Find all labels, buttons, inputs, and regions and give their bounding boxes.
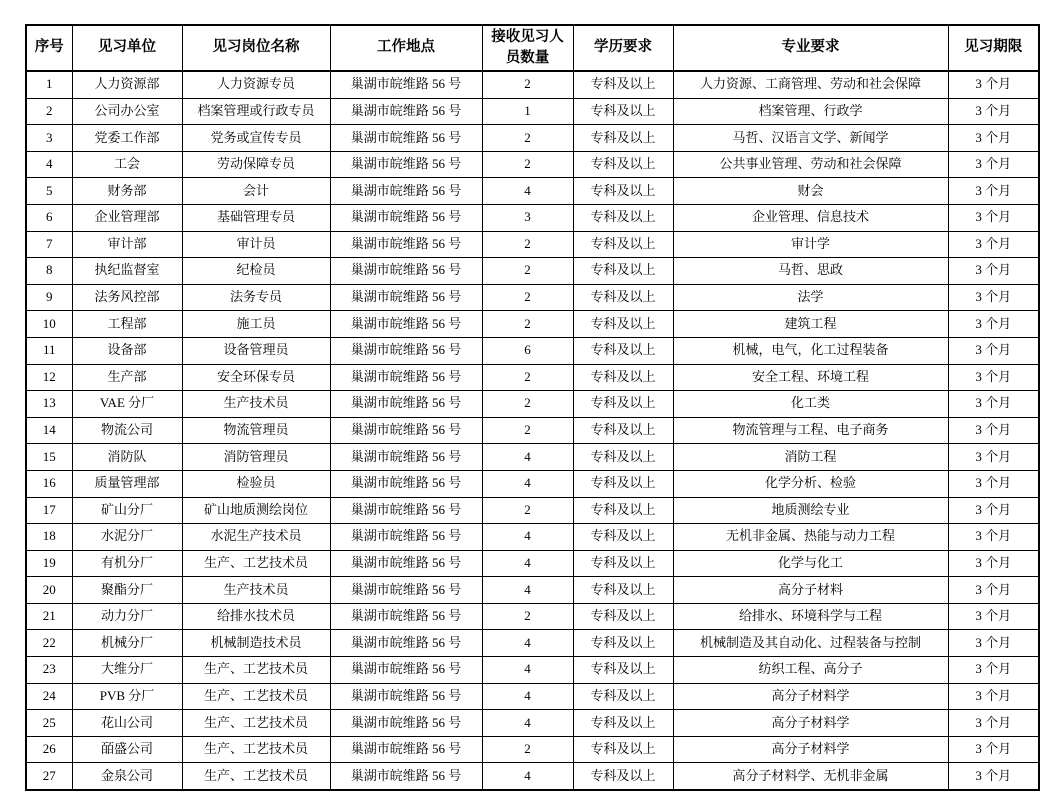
cell-unit: 机械分厂 xyxy=(72,630,182,657)
cell-unit: 人力资源部 xyxy=(72,71,182,98)
cell-duration: 3 个月 xyxy=(948,98,1039,125)
cell-unit: 金泉公司 xyxy=(72,763,182,790)
cell-unit: VAE 分厂 xyxy=(72,391,182,418)
cell-education: 专科及以上 xyxy=(573,657,673,684)
cell-location: 巢湖市皖维路 56 号 xyxy=(330,524,482,551)
cell-headcount: 4 xyxy=(482,178,573,205)
cell-education: 专科及以上 xyxy=(573,98,673,125)
table-row xyxy=(26,497,1039,524)
cell-education: 专科及以上 xyxy=(573,178,673,205)
column-header-unit: 见习单位 xyxy=(72,25,182,71)
cell-headcount: 4 xyxy=(482,444,573,471)
table-row xyxy=(26,98,1039,125)
column-header-education: 学历要求 xyxy=(573,25,673,71)
table-row xyxy=(26,630,1039,657)
cell-education: 专科及以上 xyxy=(573,337,673,364)
cell-position: 劳动保障专员 xyxy=(182,151,330,178)
cell-education: 专科及以上 xyxy=(573,497,673,524)
table-row xyxy=(26,470,1039,497)
cell-duration: 3 个月 xyxy=(948,258,1039,285)
cell-index: 14 xyxy=(26,417,72,444)
cell-position: 机械制造技术员 xyxy=(182,630,330,657)
cell-headcount: 2 xyxy=(482,151,573,178)
cell-index: 20 xyxy=(26,577,72,604)
table-row xyxy=(26,763,1039,790)
cell-major: 消防工程 xyxy=(673,444,948,471)
cell-education: 专科及以上 xyxy=(573,630,673,657)
cell-index: 22 xyxy=(26,630,72,657)
cell-major: 物流管理与工程、电子商务 xyxy=(673,417,948,444)
table-row xyxy=(26,657,1039,684)
cell-education: 专科及以上 xyxy=(573,550,673,577)
cell-duration: 3 个月 xyxy=(948,550,1039,577)
cell-education: 专科及以上 xyxy=(573,577,673,604)
cell-headcount: 2 xyxy=(482,736,573,763)
cell-index: 19 xyxy=(26,550,72,577)
cell-position: 安全环保专员 xyxy=(182,364,330,391)
cell-headcount: 4 xyxy=(482,657,573,684)
cell-unit: 财务部 xyxy=(72,178,182,205)
table-row xyxy=(26,311,1039,338)
cell-unit: 质量管理部 xyxy=(72,470,182,497)
cell-major: 高分子材料学、无机非金属 xyxy=(673,763,948,790)
cell-unit: 皕盛公司 xyxy=(72,736,182,763)
cell-major: 安全工程、环境工程 xyxy=(673,364,948,391)
cell-major: 财会 xyxy=(673,178,948,205)
cell-index: 26 xyxy=(26,736,72,763)
cell-headcount: 2 xyxy=(482,311,573,338)
column-header-position: 见习岗位名称 xyxy=(182,25,330,71)
cell-index: 23 xyxy=(26,657,72,684)
cell-position: 给排水技术员 xyxy=(182,603,330,630)
cell-headcount: 4 xyxy=(482,710,573,737)
cell-duration: 3 个月 xyxy=(948,683,1039,710)
cell-major: 给排水、环境科学与工程 xyxy=(673,603,948,630)
cell-position: 设备管理员 xyxy=(182,337,330,364)
cell-location: 巢湖市皖维路 56 号 xyxy=(330,710,482,737)
cell-education: 专科及以上 xyxy=(573,258,673,285)
cell-headcount: 2 xyxy=(482,391,573,418)
cell-major: 高分子材料学 xyxy=(673,710,948,737)
cell-index: 17 xyxy=(26,497,72,524)
table-row xyxy=(26,125,1039,152)
cell-headcount: 2 xyxy=(482,125,573,152)
table-row xyxy=(26,284,1039,311)
cell-unit: 工会 xyxy=(72,151,182,178)
cell-major: 档案管理、行政学 xyxy=(673,98,948,125)
cell-unit: 生产部 xyxy=(72,364,182,391)
cell-major: 化学与化工 xyxy=(673,550,948,577)
cell-unit: 党委工作部 xyxy=(72,125,182,152)
cell-major: 审计学 xyxy=(673,231,948,258)
cell-unit: 工程部 xyxy=(72,311,182,338)
cell-education: 专科及以上 xyxy=(573,444,673,471)
cell-duration: 3 个月 xyxy=(948,444,1039,471)
cell-index: 5 xyxy=(26,178,72,205)
cell-location: 巢湖市皖维路 56 号 xyxy=(330,603,482,630)
cell-headcount: 3 xyxy=(482,204,573,231)
cell-location: 巢湖市皖维路 56 号 xyxy=(330,71,482,98)
cell-duration: 3 个月 xyxy=(948,337,1039,364)
cell-duration: 3 个月 xyxy=(948,391,1039,418)
cell-duration: 3 个月 xyxy=(948,311,1039,338)
table-row xyxy=(26,683,1039,710)
cell-index: 2 xyxy=(26,98,72,125)
cell-major: 机械制造及其自动化、过程装备与控制 xyxy=(673,630,948,657)
cell-index: 18 xyxy=(26,524,72,551)
cell-major: 马哲、思政 xyxy=(673,258,948,285)
cell-index: 6 xyxy=(26,204,72,231)
cell-education: 专科及以上 xyxy=(573,125,673,152)
cell-major: 地质测绘专业 xyxy=(673,497,948,524)
cell-location: 巢湖市皖维路 56 号 xyxy=(330,630,482,657)
cell-major: 企业管理、信息技术 xyxy=(673,204,948,231)
cell-duration: 3 个月 xyxy=(948,577,1039,604)
cell-position: 生产、工艺技术员 xyxy=(182,736,330,763)
cell-index: 7 xyxy=(26,231,72,258)
cell-duration: 3 个月 xyxy=(948,231,1039,258)
table-row xyxy=(26,577,1039,604)
header-row xyxy=(26,25,1039,71)
cell-location: 巢湖市皖维路 56 号 xyxy=(330,151,482,178)
cell-education: 专科及以上 xyxy=(573,710,673,737)
cell-duration: 3 个月 xyxy=(948,763,1039,790)
cell-position: 生产、工艺技术员 xyxy=(182,710,330,737)
cell-education: 专科及以上 xyxy=(573,683,673,710)
cell-position: 物流管理员 xyxy=(182,417,330,444)
cell-duration: 3 个月 xyxy=(948,417,1039,444)
table-row xyxy=(26,364,1039,391)
cell-education: 专科及以上 xyxy=(573,524,673,551)
cell-position: 会计 xyxy=(182,178,330,205)
cell-unit: 大维分厂 xyxy=(72,657,182,684)
cell-unit: 矿山分厂 xyxy=(72,497,182,524)
cell-location: 巢湖市皖维路 56 号 xyxy=(330,98,482,125)
cell-education: 专科及以上 xyxy=(573,204,673,231)
cell-headcount: 2 xyxy=(482,284,573,311)
cell-education: 专科及以上 xyxy=(573,417,673,444)
table-row xyxy=(26,524,1039,551)
cell-position: 消防管理员 xyxy=(182,444,330,471)
cell-duration: 3 个月 xyxy=(948,657,1039,684)
cell-unit: 聚酯分厂 xyxy=(72,577,182,604)
cell-unit: 审计部 xyxy=(72,231,182,258)
cell-duration: 3 个月 xyxy=(948,178,1039,205)
cell-major: 化学分析、检验 xyxy=(673,470,948,497)
cell-index: 13 xyxy=(26,391,72,418)
cell-unit: 企业管理部 xyxy=(72,204,182,231)
cell-major: 无机非金属、热能与动力工程 xyxy=(673,524,948,551)
cell-headcount: 4 xyxy=(482,470,573,497)
cell-unit: 消防队 xyxy=(72,444,182,471)
table-row xyxy=(26,417,1039,444)
cell-location: 巢湖市皖维路 56 号 xyxy=(330,683,482,710)
cell-unit: 设备部 xyxy=(72,337,182,364)
cell-position: 生产技术员 xyxy=(182,391,330,418)
cell-location: 巢湖市皖维路 56 号 xyxy=(330,391,482,418)
cell-headcount: 4 xyxy=(482,550,573,577)
cell-position: 施工员 xyxy=(182,311,330,338)
cell-duration: 3 个月 xyxy=(948,204,1039,231)
cell-major: 马哲、汉语言文学、新闻学 xyxy=(673,125,948,152)
column-header-headcount: 接收见习人员数量 xyxy=(482,25,573,71)
cell-education: 专科及以上 xyxy=(573,311,673,338)
cell-headcount: 1 xyxy=(482,98,573,125)
cell-education: 专科及以上 xyxy=(573,151,673,178)
cell-headcount: 2 xyxy=(482,231,573,258)
cell-location: 巢湖市皖维路 56 号 xyxy=(330,763,482,790)
cell-index: 24 xyxy=(26,683,72,710)
cell-index: 10 xyxy=(26,311,72,338)
cell-duration: 3 个月 xyxy=(948,736,1039,763)
cell-duration: 3 个月 xyxy=(948,151,1039,178)
cell-unit: 花山公司 xyxy=(72,710,182,737)
cell-major: 公共事业管理、劳动和社会保障 xyxy=(673,151,948,178)
cell-unit: 有机分厂 xyxy=(72,550,182,577)
cell-location: 巢湖市皖维路 56 号 xyxy=(330,417,482,444)
cell-index: 1 xyxy=(26,71,72,98)
cell-index: 3 xyxy=(26,125,72,152)
cell-education: 专科及以上 xyxy=(573,763,673,790)
cell-unit: 水泥分厂 xyxy=(72,524,182,551)
internship-positions-table xyxy=(25,24,1040,791)
cell-position: 生产、工艺技术员 xyxy=(182,683,330,710)
cell-position: 法务专员 xyxy=(182,284,330,311)
table-row xyxy=(26,710,1039,737)
cell-duration: 3 个月 xyxy=(948,284,1039,311)
cell-duration: 3 个月 xyxy=(948,524,1039,551)
table-row xyxy=(26,178,1039,205)
cell-position: 生产、工艺技术员 xyxy=(182,763,330,790)
cell-position: 检验员 xyxy=(182,470,330,497)
cell-major: 机械，电气，化工过程装备 xyxy=(673,337,948,364)
table-row xyxy=(26,603,1039,630)
table-row xyxy=(26,391,1039,418)
cell-unit: 执纪监督室 xyxy=(72,258,182,285)
cell-education: 专科及以上 xyxy=(573,284,673,311)
cell-position: 党务或宣传专员 xyxy=(182,125,330,152)
cell-position: 基础管理专员 xyxy=(182,204,330,231)
cell-location: 巢湖市皖维路 56 号 xyxy=(330,444,482,471)
cell-major: 高分子材料 xyxy=(673,577,948,604)
column-header-location: 工作地点 xyxy=(330,25,482,71)
cell-position: 矿山地质测绘岗位 xyxy=(182,497,330,524)
cell-unit: 物流公司 xyxy=(72,417,182,444)
cell-location: 巢湖市皖维路 56 号 xyxy=(330,364,482,391)
cell-index: 8 xyxy=(26,258,72,285)
cell-index: 27 xyxy=(26,763,72,790)
cell-unit: 动力分厂 xyxy=(72,603,182,630)
cell-major: 高分子材料学 xyxy=(673,683,948,710)
cell-duration: 3 个月 xyxy=(948,71,1039,98)
cell-major: 人力资源、工商管理、劳动和社会保障 xyxy=(673,71,948,98)
cell-headcount: 4 xyxy=(482,763,573,790)
column-header-duration: 见习期限 xyxy=(948,25,1039,71)
cell-education: 专科及以上 xyxy=(573,71,673,98)
cell-duration: 3 个月 xyxy=(948,603,1039,630)
cell-headcount: 4 xyxy=(482,524,573,551)
cell-index: 15 xyxy=(26,444,72,471)
cell-duration: 3 个月 xyxy=(948,497,1039,524)
cell-position: 审计员 xyxy=(182,231,330,258)
cell-index: 4 xyxy=(26,151,72,178)
table-row xyxy=(26,258,1039,285)
table-body xyxy=(26,71,1039,790)
cell-major: 法学 xyxy=(673,284,948,311)
cell-index: 25 xyxy=(26,710,72,737)
cell-position: 生产技术员 xyxy=(182,577,330,604)
table-row xyxy=(26,71,1039,98)
cell-headcount: 4 xyxy=(482,683,573,710)
cell-duration: 3 个月 xyxy=(948,470,1039,497)
cell-education: 专科及以上 xyxy=(573,470,673,497)
cell-location: 巢湖市皖维路 56 号 xyxy=(330,497,482,524)
cell-headcount: 2 xyxy=(482,603,573,630)
table-row xyxy=(26,337,1039,364)
cell-headcount: 2 xyxy=(482,497,573,524)
cell-index: 12 xyxy=(26,364,72,391)
cell-headcount: 2 xyxy=(482,364,573,391)
cell-index: 21 xyxy=(26,603,72,630)
cell-headcount: 2 xyxy=(482,417,573,444)
table-row xyxy=(26,231,1039,258)
table-header xyxy=(26,25,1039,71)
cell-education: 专科及以上 xyxy=(573,736,673,763)
table-row xyxy=(26,550,1039,577)
cell-location: 巢湖市皖维路 56 号 xyxy=(330,258,482,285)
cell-location: 巢湖市皖维路 56 号 xyxy=(330,231,482,258)
cell-major: 化工类 xyxy=(673,391,948,418)
cell-location: 巢湖市皖维路 56 号 xyxy=(330,284,482,311)
cell-location: 巢湖市皖维路 56 号 xyxy=(330,577,482,604)
cell-education: 专科及以上 xyxy=(573,231,673,258)
cell-location: 巢湖市皖维路 56 号 xyxy=(330,736,482,763)
cell-unit: 法务风控部 xyxy=(72,284,182,311)
cell-position: 生产、工艺技术员 xyxy=(182,657,330,684)
column-header-index: 序号 xyxy=(26,25,72,71)
cell-index: 11 xyxy=(26,337,72,364)
cell-duration: 3 个月 xyxy=(948,710,1039,737)
cell-index: 16 xyxy=(26,470,72,497)
table-row xyxy=(26,151,1039,178)
column-header-major: 专业要求 xyxy=(673,25,948,71)
cell-headcount: 2 xyxy=(482,258,573,285)
cell-position: 纪检员 xyxy=(182,258,330,285)
table-row xyxy=(26,444,1039,471)
cell-location: 巢湖市皖维路 56 号 xyxy=(330,204,482,231)
cell-duration: 3 个月 xyxy=(948,630,1039,657)
table-row xyxy=(26,204,1039,231)
cell-major: 高分子材料学 xyxy=(673,736,948,763)
cell-position: 水泥生产技术员 xyxy=(182,524,330,551)
cell-position: 人力资源专员 xyxy=(182,71,330,98)
cell-unit: 公司办公室 xyxy=(72,98,182,125)
cell-location: 巢湖市皖维路 56 号 xyxy=(330,470,482,497)
cell-location: 巢湖市皖维路 56 号 xyxy=(330,657,482,684)
cell-headcount: 4 xyxy=(482,577,573,604)
cell-location: 巢湖市皖维路 56 号 xyxy=(330,337,482,364)
cell-location: 巢湖市皖维路 56 号 xyxy=(330,125,482,152)
cell-duration: 3 个月 xyxy=(948,125,1039,152)
cell-position: 生产、工艺技术员 xyxy=(182,550,330,577)
cell-location: 巢湖市皖维路 56 号 xyxy=(330,550,482,577)
cell-position: 档案管理或行政专员 xyxy=(182,98,330,125)
cell-education: 专科及以上 xyxy=(573,391,673,418)
cell-education: 专科及以上 xyxy=(573,364,673,391)
cell-duration: 3 个月 xyxy=(948,364,1039,391)
cell-major: 纺织工程、高分子 xyxy=(673,657,948,684)
table-row xyxy=(26,736,1039,763)
cell-education: 专科及以上 xyxy=(573,603,673,630)
cell-index: 9 xyxy=(26,284,72,311)
cell-headcount: 2 xyxy=(482,71,573,98)
cell-major: 建筑工程 xyxy=(673,311,948,338)
cell-location: 巢湖市皖维路 56 号 xyxy=(330,178,482,205)
cell-headcount: 6 xyxy=(482,337,573,364)
cell-unit: PVB 分厂 xyxy=(72,683,182,710)
cell-location: 巢湖市皖维路 56 号 xyxy=(330,311,482,338)
cell-headcount: 4 xyxy=(482,630,573,657)
